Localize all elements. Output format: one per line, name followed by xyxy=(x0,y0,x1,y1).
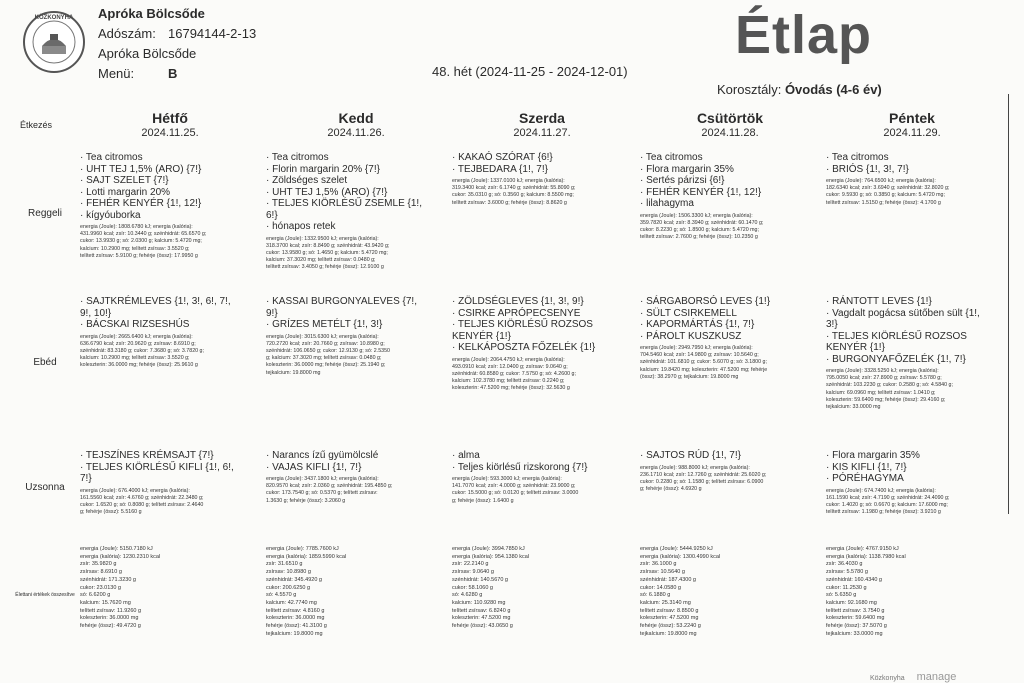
menu-item: · VAJAS KIFLI {1!, 7!} xyxy=(266,461,362,473)
menu-item: · FEHÉR KENYÉR {1!, 12!} xyxy=(640,186,762,198)
page-title: Étlap xyxy=(735,5,873,65)
menu-item: · Lotti margarin 20% xyxy=(80,186,171,198)
summary-line: energia (Joule): 4767.9150 kJ xyxy=(826,546,899,552)
menu-label: Menü: xyxy=(98,66,135,81)
summary-line: só: 6.1880 g xyxy=(640,592,671,599)
menu-item: · Tea citromos xyxy=(826,152,889,163)
meal-cell-monday-lunch xyxy=(80,296,260,370)
meal-cell-thursday-snack xyxy=(640,450,820,493)
menu-items xyxy=(826,152,1006,175)
nutrition-line: 820.9570 kcal; zsír: 2.0360 g; szénhidrát: 195.4850 g; xyxy=(266,483,393,490)
nutrition-line: 318.3700 kcal; zsír: 8.8490 g; szénhidrát: 43.9420 g; xyxy=(266,242,390,249)
kozkonyha-logo xyxy=(22,10,86,74)
menu-item: · BRIÓS {1!, 3!, 7!} xyxy=(826,163,909,175)
menu-item: · SAJTOS RÚD {1!, 7!} xyxy=(640,450,741,461)
nutrition-line: kalcium: 102.3780 mg; telített zsírsav: 0.2240 g; xyxy=(452,378,565,385)
menu-item: · CSIRKE APRÓPECSENYE xyxy=(452,307,581,319)
menu-item: · Florin margarin 20% {7!} xyxy=(266,163,380,175)
logo-text: KÖZKONYHA xyxy=(34,15,74,21)
day-name: Szerda xyxy=(519,110,565,126)
nutrition-line: energia (Joule): 1332.9500 kJ; energia (kalória): xyxy=(266,235,379,242)
age-group xyxy=(717,82,882,97)
nutrition-line: energia (Joule): 2665.6400 kJ; energia (kalória): xyxy=(80,333,193,340)
menu-items xyxy=(266,450,446,473)
row-label-snack: Uzsonna xyxy=(25,482,65,493)
summary-line: energia (kalória): 1230.2310 kcal xyxy=(80,553,161,560)
menu-item: · Flora margarin 35% xyxy=(826,450,920,461)
nutrition-line: cukor: 9.5930 g; só: 0.3850 g; kalcium: 5.4720 mg; xyxy=(826,192,945,199)
daily-summary-thursday xyxy=(640,546,810,638)
menu-items xyxy=(826,450,1006,485)
row-label-lunch: Ebéd xyxy=(33,357,57,368)
nutrition-line: telített zsírsav: 1.1980 g; fehérje (össz): 3.9210 g xyxy=(826,509,941,516)
day-date: 2024.11.25. xyxy=(141,127,199,139)
menu-items xyxy=(826,296,1006,365)
menu-item: · Tea citromos xyxy=(80,152,143,163)
nutrition-info xyxy=(826,368,1006,411)
summary-line: cukor: 14.0580 g xyxy=(640,584,681,591)
meal-cell-thursday-lunch xyxy=(640,296,820,381)
summary-line: kalcium: 42.7740 mg xyxy=(266,599,317,606)
summary-line: zsír: 35.9820 g xyxy=(80,561,117,568)
nutrition-line: koleszterin: 36.0000 mg; fehérje (össz): 25.1940 g; xyxy=(266,362,386,369)
footer-left: Közkonyha xyxy=(870,675,905,682)
menu-item: · SÁRGABORSÓ LEVES {1!} xyxy=(640,296,771,307)
nutrition-line: energia (Joule): 593.3000 kJ; energia (kalória): xyxy=(452,476,562,482)
menu-items xyxy=(80,450,260,485)
nutrition-line: szénhidrát: 103.2230 g; cukor: 0.2580 g; só: 4.5840 g; xyxy=(826,382,953,389)
summary-line: energia (kalória): 1300.4990 kcal xyxy=(640,553,721,560)
nutrition-line: tejkalcium: 19.8000 mg xyxy=(266,369,321,376)
daily-summary-monday xyxy=(80,546,250,631)
menu-item: · kígyóuborka xyxy=(80,209,141,221)
nutrition-line: 161.5560 kcal; zsír: 4.6760 g; szénhidrát: 22.3480 g; xyxy=(80,494,204,501)
summary-line: só: 6.6200 g xyxy=(80,592,111,599)
meal-cell-thursday-breakfast xyxy=(640,152,820,241)
nutrition-line: 431.9960 kcal; zsír: 10.3440 g; szénhidrát: 65.6570 g; xyxy=(80,231,207,238)
nutrition-line: szénhidrát: 60.8580 g; cukor: 7.5750 g; só: 4.2600 g; xyxy=(452,370,576,377)
summary-line: kalcium: 25.3140 mg xyxy=(640,599,691,606)
day-header-friday xyxy=(852,110,972,139)
summary-line: koleszterin: 59.6400 mg xyxy=(826,615,885,622)
summary-line: koleszterin: 36.0000 mg xyxy=(266,615,325,622)
menu-item: · KELKÁPOSZTA FŐZELÉK {1!} xyxy=(452,342,596,353)
summary-line: szénhidrát: 160.4340 g xyxy=(826,576,882,583)
institution-info xyxy=(98,4,256,84)
menu-items xyxy=(452,296,632,354)
nutrition-line: 319.3400 kcal; zsír: 6.1740 g; szénhidrát: 55.8090 g; xyxy=(452,185,576,192)
institution-name: Apróka Bölcsőde xyxy=(98,6,205,21)
summary-line: fehérje (össz): 53.2240 g xyxy=(640,623,701,630)
summary-line: cukor: 200.6250 g xyxy=(266,584,311,591)
summary-line: telített zsírsav: 3.7540 g xyxy=(826,607,885,614)
nutrition-line: energia (Joule): 676.4000 kJ; energia (kalória): xyxy=(80,487,190,494)
summary-line: telített zsírsav: 4.8160 g xyxy=(266,607,325,614)
age-label: Korosztály: xyxy=(717,82,782,97)
nutrition-line: cukor: 0.2280 g; só: 1.1580 g; telített zsírsav: 6.0900 xyxy=(640,478,764,485)
menu-item: · KAKAÓ SZÓRAT {6!} xyxy=(452,152,553,163)
summary-line: fehérje (össz): 37.5070 g xyxy=(826,623,887,630)
nutrition-line: 1.3630 g; fehérje (össz): 3.2060 g xyxy=(266,497,346,504)
nutrition-info xyxy=(452,476,632,505)
tax-label: Adószám: xyxy=(98,26,156,41)
summary-line: zsír: 36.1000 g xyxy=(640,561,677,568)
menu-item: · Sertés párizsi {6!} xyxy=(640,175,725,186)
menu-items xyxy=(640,450,820,462)
nutrition-line: cukor: 35.0310 g; só: 0.3560 g; kalcium: 8.5500 mg; xyxy=(452,192,574,199)
menu-items xyxy=(452,450,632,473)
nutrition-line: 493.0910 kcal; zsír: 12.0400 g; zsírsav: 9.0640 g; xyxy=(452,363,568,370)
meal-cell-tuesday-lunch xyxy=(266,296,446,377)
summary-line: energia (Joule): 5150.7180 kJ xyxy=(80,546,153,552)
day-name: Kedd xyxy=(338,110,374,126)
day-date: 2024.11.27. xyxy=(513,127,571,139)
nutrition-line: 141.7070 kcal; zsír: 4.0000 g; szénhidrát: 23.9000 g; xyxy=(452,483,576,490)
menu-item: · TELJES KIÖRLÉSŰ KIFLI {1!, 6!, xyxy=(80,461,234,473)
menu-item: · FEHÉR KENYÉR {1!, 12!} xyxy=(80,198,202,209)
age-value: Óvodás (4-6 év) xyxy=(784,82,882,97)
summary-line: cukor: 11.2530 g xyxy=(826,584,867,591)
nutrition-line: cukor: 13.9930 g; só: 2.0300 g; kalcium: 5.4720 mg; xyxy=(80,238,202,245)
nutrition-line: 236.1710 kcal; zsír: 12.7260 g; szénhidrát: 25.6020 g; xyxy=(640,471,767,478)
meal-cell-friday-breakfast xyxy=(826,152,1006,207)
nutrition-info xyxy=(640,465,820,494)
nutrition-line: 704.5460 kcal; zsír: 14.9800 g; zsírsav: 10.5640 g; xyxy=(640,352,759,359)
day-date: 2024.11.29. xyxy=(883,127,941,139)
daily-summary-friday xyxy=(826,546,996,638)
summary-line: kalcium: 15.7620 mg xyxy=(80,599,131,606)
nutrition-info xyxy=(640,345,820,381)
menu-item: · Tea citromos xyxy=(266,152,329,163)
menu-item: · Teljes kiörlésű rizskorong {7!} xyxy=(452,461,588,473)
meal-cell-tuesday-breakfast xyxy=(266,152,446,272)
meal-cell-monday-breakfast xyxy=(80,152,260,260)
day-header-tuesday xyxy=(296,110,416,139)
summary-line: zsírsav: 10.8980 g xyxy=(266,569,311,576)
nutrition-line: telített zsírsav: 1.5150 g; fehérje (össz): 4.1700 g xyxy=(826,199,941,206)
nutrition-line: kalcium: 10.2900 mg; telített zsírsav: 3.5520 g; xyxy=(80,245,190,252)
menu-item: · alma xyxy=(452,450,480,461)
menu-item: · TELJES KIÖRLÉSŰ ROZSOS xyxy=(826,330,967,342)
menu-item: · TEJSZÍNES KRÉMSAJT {7!} xyxy=(80,450,214,461)
summary-line: kalcium: 92.1680 mg xyxy=(826,599,877,606)
nutrition-line: tejkalcium: 33.0000 mg xyxy=(826,404,881,411)
day-header-thursday xyxy=(670,110,790,139)
summary-line: telített zsírsav: 6.8240 g xyxy=(452,607,511,614)
summary-line: zsírsav: 9.0640 g xyxy=(452,569,494,576)
menu-item: 9!, 10!} xyxy=(80,307,112,319)
menu-items xyxy=(640,296,820,342)
meal-cell-monday-snack xyxy=(80,450,260,516)
nutrition-line: szénhidrát: 106.0650 g; cukor: 12.9130 g; só: 2.5350 xyxy=(266,347,390,354)
summary-line: cukor: 58.1060 g xyxy=(452,584,493,591)
nutrition-line: energia (Joule): 988.8000 kJ; energia (kalória): xyxy=(640,464,750,471)
summary-line: energia (kalória): 1138.7980 kcal xyxy=(826,553,906,560)
menu-item: · PÓRÉHAGYMA xyxy=(826,473,904,484)
nutrition-info xyxy=(452,357,632,393)
footer-brand: manage xyxy=(916,671,957,683)
summary-line: zsírsav: 8.6910 g xyxy=(80,569,122,576)
tax-number: 16794144-2-13 xyxy=(168,26,257,41)
nutrition-line: g; kalcium: 37.3020 mg; telített zsírsav: 0.0480 g; xyxy=(266,355,382,362)
day-name: Csütörtök xyxy=(696,110,764,126)
nutrition-line: 359.7820 kcal; zsír: 8.3940 g; szénhidrát: 60.1470 g; xyxy=(640,219,764,226)
nutrition-line: kalcium: 37.3020 mg; telített zsírsav: 0.0480 g; xyxy=(266,257,376,264)
nutrition-info xyxy=(266,334,446,377)
summary-line: tejkalcium: 33.0000 mg xyxy=(826,630,883,637)
nutrition-line: energia (Joule): 1506.3300 kJ; energia (kalória): xyxy=(640,212,753,219)
menu-item: 6!} xyxy=(266,209,278,221)
menu-item: · Vagdalt pogácsa sütőben sült {1!, xyxy=(826,307,980,319)
nutrition-line: kalcium: 19.8420 mg; koleszterin: 47.5200 mg; fehérje xyxy=(640,366,768,373)
nutrition-line: telített zsírsav: 3.6000 g; fehérje (össz): 8.8620 g xyxy=(452,199,567,206)
nutrition-line: cukor: 173.7540 g; só: 0.5370 g; telített zsírsav: xyxy=(266,490,378,497)
nutrition-line: energia (Joule): 2064.4750 kJ; energia (kalória): xyxy=(452,356,565,363)
menu-item: · lilahagyma xyxy=(640,198,694,209)
menu-value: B xyxy=(168,66,178,81)
menu-item: · hónapos retek xyxy=(266,221,336,232)
nutrition-line: koleszterin: 47.5200 mg; fehérje (össz): 32.5630 g xyxy=(452,385,570,392)
nutrition-line: cukor: 8.2230 g; só: 1.8500 g; kalcium: 5.4720 mg; xyxy=(640,226,759,233)
nutrition-line: 636.6790 kcal; zsír: 20.9620 g; zsírsav: 8.6910 g; xyxy=(80,340,196,347)
nutrition-line: koleszterin: 59.6400 mg; fehérje (össz): 29.4160 g; xyxy=(826,396,946,403)
nutrition-line: g; fehérje (össz): 4.6920 g xyxy=(640,486,702,493)
footer xyxy=(870,671,956,683)
menu-items xyxy=(266,296,446,331)
nutrition-line: 720.2720 kcal; zsír: 20.7660 g; zsírsav: 10.8980 g; xyxy=(266,340,385,347)
nutrition-info xyxy=(640,213,820,242)
menu-item: · PÁROLT KUSZKUSZ xyxy=(640,330,742,342)
day-date: 2024.11.28. xyxy=(701,127,759,139)
summary-line: zsír: 36.4030 g xyxy=(826,561,863,568)
summary-line: fehérje (össz): 49.4720 g xyxy=(80,623,141,630)
menu-items xyxy=(266,152,446,233)
menu-item: · TELJES KIÖRLÉSŰ ROZSOS xyxy=(452,319,593,330)
nutrition-info xyxy=(266,236,446,272)
summary-line: só: 4.6280 g xyxy=(452,592,483,599)
summary-line: energia (Joule): 3994.7850 kJ xyxy=(452,546,525,552)
nutrition-info xyxy=(826,488,1006,517)
summary-line: zsírsav: 5.5780 g xyxy=(826,569,868,576)
menu-item: · KAPORMÁRTÁS {1!, 7!} xyxy=(640,319,755,330)
summary-line: telített zsírsav: 11.9260 g xyxy=(80,607,142,614)
nutrition-line: 161.1590 kcal; zsír: 4.7190 g; szénhidrát: 24.4090 g; xyxy=(826,494,950,501)
menu-item: · Flora margarin 35% xyxy=(640,163,734,175)
nutrition-line: telített zsírsav: 3.4050 g; fehérje (össz): 12.9100 g xyxy=(266,264,384,271)
nutrition-line: telített zsírsav: 5.9100 g; fehérje (össz): 17.9950 g xyxy=(80,252,198,259)
summary-line: szénhidrát: 345.4920 g xyxy=(266,576,322,583)
summary-line: telített zsírsav: 8.8500 g xyxy=(640,607,699,614)
menu-items xyxy=(640,152,820,210)
daily-summary-wednesday xyxy=(452,546,622,631)
menu-item: · UHT TEJ 1,5% (ARO) {7!} xyxy=(266,186,388,198)
summary-line: szénhidrát: 171.3230 g xyxy=(80,576,136,583)
summary-line: fehérje (össz): 41.3100 g xyxy=(266,623,327,630)
menu-item: · Tea citromos xyxy=(640,152,703,163)
meal-cell-wednesday-breakfast xyxy=(452,152,632,207)
summary-line: koleszterin: 47.5200 mg xyxy=(452,615,511,622)
summary-line: zsírsav: 10.5640 g xyxy=(640,569,685,576)
menu-item: · BÁCSKAI RIZSESHÚS xyxy=(80,319,190,330)
menu-item: · Zöldséges szelet xyxy=(266,175,348,186)
summary-line: energia (kalória): 1859.5990 kcal xyxy=(266,553,347,560)
nutrition-line: 182.6340 kcal; zsír: 3.6940 g; szénhidrát: 32.8020 g; xyxy=(826,185,950,192)
menu-item: · UHT TEJ 1,5% (ARO) {7!} xyxy=(80,163,202,175)
nutrition-line: energia (Joule): 674.7400 kJ; energia (kalória): xyxy=(826,487,936,494)
menu-item: · SAJT SZELET {7!} xyxy=(80,175,169,186)
summary-line: fehérje (össz): 43.0650 g xyxy=(452,623,513,630)
summary-line: energia (kalória): 954.1380 kcal xyxy=(452,553,530,560)
nutrition-line: cukor: 1.6520 g; só: 0.8080 g; telített zsírsav: 2.4640 xyxy=(80,501,204,508)
menu-item: · SAJTKRÉMLEVES {1!, 3!, 6!, 7!, xyxy=(80,296,231,307)
nutrition-info xyxy=(80,224,260,260)
menu-item: · ZÖLDSÉGLEVES {1!, 3!, 9!} xyxy=(452,296,584,307)
summary-line: só: 5.6350 g xyxy=(826,592,857,599)
sub-name: Apróka Bölcsőde xyxy=(98,46,197,61)
menu-item: 9!} xyxy=(266,307,278,319)
row-label-summary: Élettani értékek összesítve xyxy=(15,592,75,598)
summary-line: szénhidrát: 140.5670 g xyxy=(452,576,508,583)
nutrition-info xyxy=(80,488,260,517)
nutrition-line: szénhidrát: 101.6810 g; cukor: 5.6070 g; só: 3.1800 g; xyxy=(640,359,767,366)
meal-cell-tuesday-snack xyxy=(266,450,446,505)
nutrition-line: kalcium: 10.2900 mg; telített zsírsav: 3.5520 g; xyxy=(80,355,190,362)
menu-item: KENYÉR {1!} xyxy=(826,342,885,353)
nutrition-line: kalcium: 69.0960 mg; telített zsírsav: 1.0410 g; xyxy=(826,389,936,396)
summary-line: koleszterin: 36.0000 mg xyxy=(80,615,139,622)
right-divider xyxy=(1008,94,1009,514)
day-name: Hétfő xyxy=(152,110,188,126)
menu-item: · KASSAI BURGONYALEVES {7!, xyxy=(266,296,417,307)
summary-line: zsír: 22.2140 g xyxy=(452,561,489,568)
summary-line: tejkalcium: 19.8000 mg xyxy=(266,630,323,637)
nutrition-line: energia (Joule): 764.6500 kJ; energia (kalória): xyxy=(826,178,936,184)
meal-column-header: Étkezés xyxy=(20,120,53,130)
nutrition-info xyxy=(452,178,632,207)
nutrition-line: szénhidrát: 83.3180 g; cukor: 7.3680 g; só: 3.7820 g; xyxy=(80,347,204,354)
nutrition-line: energia (Joule): 3015.6300 kJ; energia (kalória): xyxy=(266,333,379,340)
summary-line: szénhidrát: 187.4300 g xyxy=(640,576,696,583)
nutrition-line: cukor: 13.9580 g; só: 1.4650 g; kalcium: 5.4720 mg; xyxy=(266,249,388,256)
nutrition-line: 795.0050 kcal; zsír: 27.8900 g; zsírsav: 5.5780 g; xyxy=(826,375,942,382)
nutrition-line: koleszterin: 36.0000 mg; fehérje (össz): 25.9610 g xyxy=(80,362,198,369)
nutrition-line: g; fehérje (össz): 1.6400 g xyxy=(452,497,514,504)
menu-items xyxy=(80,296,260,331)
nutrition-line: energia (Joule): 2949.7950 kJ; energia (kalória): xyxy=(640,345,753,351)
day-date: 2024.11.26. xyxy=(327,127,385,139)
row-label-breakfast: Reggeli xyxy=(28,208,62,219)
nutrition-line: (össz): 38.2970 g; tejkalcium: 19.8000 mg xyxy=(640,373,739,380)
menu-item: · Narancs ízű gyümölcslé xyxy=(266,450,379,461)
nutrition-line: energia (Joule): 3437.1800 kJ; energia (kalória): xyxy=(266,476,379,482)
menu-item: KENYÉR {1!} xyxy=(452,330,511,342)
menu-items xyxy=(452,152,632,175)
meal-cell-friday-snack xyxy=(826,450,1006,516)
menu-item: · TEJBEDARA {1!, 7!} xyxy=(452,163,548,175)
menu-item: 3!} xyxy=(826,319,838,330)
summary-line: energia (Joule): 5444.9250 kJ xyxy=(640,546,713,552)
nutrition-info xyxy=(266,476,446,505)
day-name: Péntek xyxy=(889,110,935,126)
summary-line: zsír: 31.6510 g xyxy=(266,561,303,568)
menu-item: 7!} xyxy=(80,473,92,484)
week-range: 48. hét (2024-11-25 - 2024-12-01) xyxy=(432,64,628,79)
menu-item: · GRÍZES METÉLT {1!, 3!} xyxy=(266,319,383,330)
daily-summary-tuesday xyxy=(266,546,436,638)
nutrition-line: energia (Joule): 1337.0100 kJ; energia (kalória): xyxy=(452,178,565,184)
nutrition-info xyxy=(826,178,1006,207)
summary-line: cukor: 23.0130 g xyxy=(80,584,121,591)
summary-line: tejkalcium: 19.8000 mg xyxy=(640,630,697,637)
menu-item: · KIS KIFLI {1!, 7!} xyxy=(826,461,907,473)
nutrition-line: g; fehérje (össz): 5.5160 g xyxy=(80,509,142,516)
meal-cell-wednesday-lunch xyxy=(452,296,632,393)
summary-line: kalcium: 110.9280 mg xyxy=(452,599,506,606)
summary-line: só: 4.5570 g xyxy=(266,592,297,599)
menu-item: · TELJES KIÖRLÉSŰ ZSEMLE {1!, xyxy=(266,198,422,209)
nutrition-line: cukor: 1.4020 g; só: 0.6670 g; kalcium: 17.6000 mg; xyxy=(826,501,948,508)
menu-item: · SÜLT CSIRKEMELL xyxy=(640,307,737,319)
day-header-monday xyxy=(110,110,230,139)
meal-cell-friday-lunch xyxy=(826,296,1006,411)
nutrition-line: energia (Joule): 1808.6780 kJ; energia (kalória): xyxy=(80,224,193,230)
menu-item: · BURGONYAFŐZELÉK {1!, 7!} xyxy=(826,353,966,365)
nutrition-line: cukor: 15.5000 g; só: 0.0120 g; telített zsírsav: 3.0000 xyxy=(452,490,579,497)
day-header-wednesday xyxy=(482,110,602,139)
summary-line: koleszterin: 47.5200 mg xyxy=(640,615,699,622)
nutrition-line: telített zsírsav: 2.7600 g; fehérje (össz): 10.2350 g xyxy=(640,234,758,241)
menu-items xyxy=(80,152,260,221)
summary-line: energia (Joule): 7785.7600 kJ xyxy=(266,546,339,552)
nutrition-line: energia (Joule): 3328.5250 kJ; energia (kalória): xyxy=(826,368,939,374)
menu-item: · RÁNTOTT LEVES {1!} xyxy=(826,296,932,307)
nutrition-info xyxy=(80,334,260,370)
meal-cell-wednesday-snack xyxy=(452,450,632,505)
